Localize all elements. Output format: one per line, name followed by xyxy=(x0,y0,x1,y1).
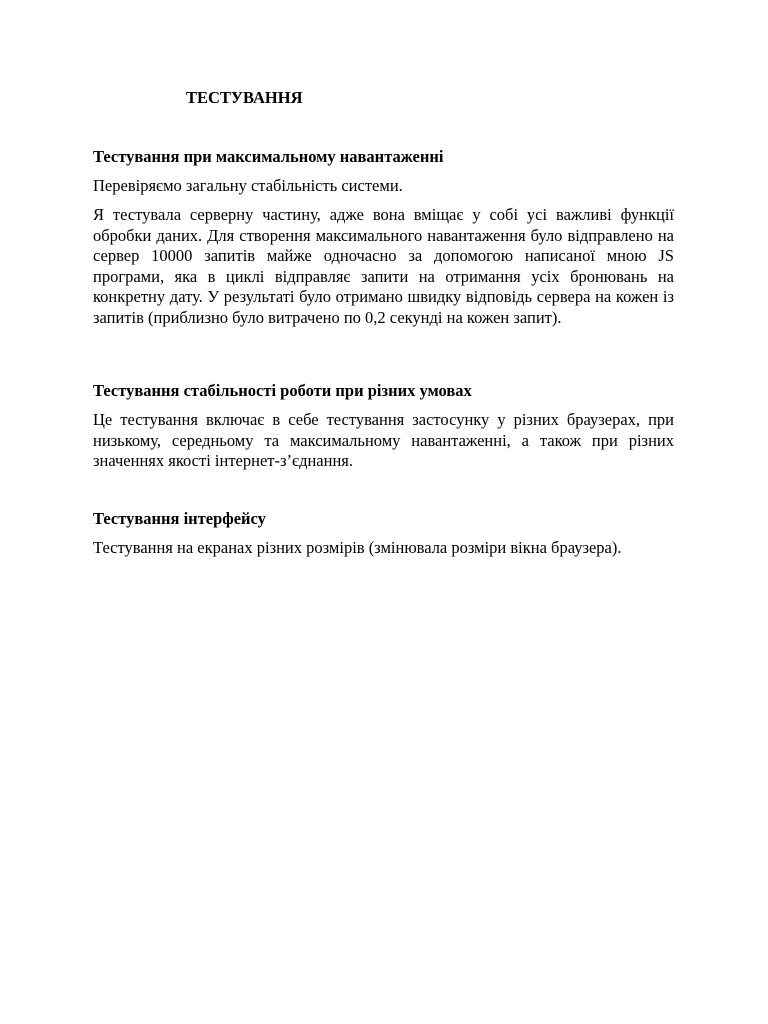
section-heading-interface: Тестування інтерфейсу xyxy=(93,509,266,528)
section-paragraph: Це тестування включає в себе тестування застосунку у різних браузерах, при низькому, середньому та максимальному навантаженні, а також при різних значеннях якості інтернет-з’єднання. xyxy=(93,410,674,470)
section-paragraph: Я тестувала серверну частину, адже вона вміщає у собі усі важливі функції обробки даних. Для створення максимального навантаження було відправлено на сервер 10000 запитів майже одночасно за допомогою написаної мною JS програми, яка в циклі відправляє запити на отримання усіх бронювань на конкретну дату. У результаті було отримано швидку відповідь сервера на кожен із запитів (приблизно було витрачено по 0,2 секунді на кожен запит). xyxy=(93,205,674,327)
section-heading-max-load: Тестування при максимальному навантаженні xyxy=(93,147,444,166)
document-title: ТЕСТУВАННЯ xyxy=(186,88,303,107)
section-paragraph: Перевіряємо загальну стабільність системи. xyxy=(93,176,403,195)
section-paragraph: Тестування на екранах різних розмірів (змінювала розміри вікна браузера). xyxy=(93,538,622,557)
section-heading-stability: Тестування стабільності роботи при різних умовах xyxy=(93,381,472,400)
